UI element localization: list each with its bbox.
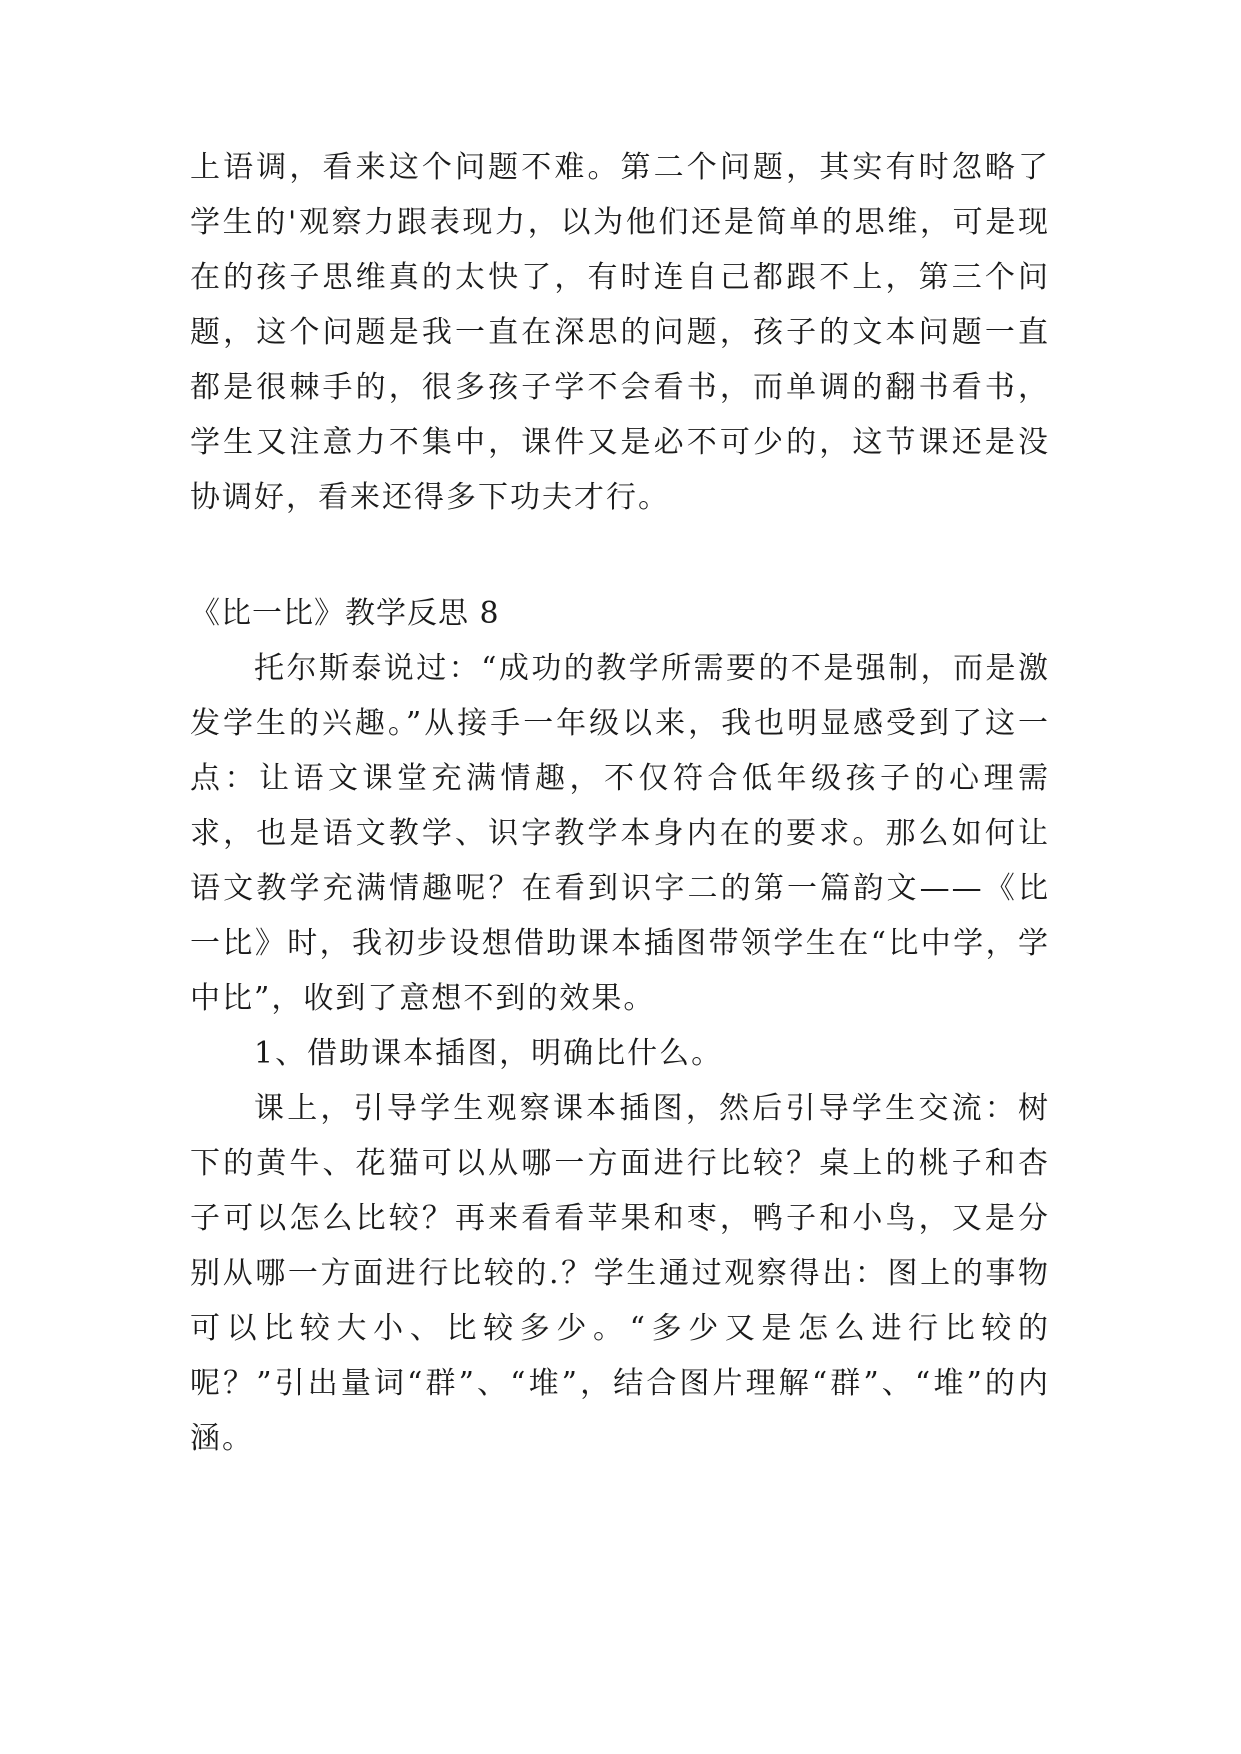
document-page [190, 140, 1050, 1466]
paragraph-point-1: 1、借助课本插图，明确比什么。 [254, 1036, 724, 1071]
section-title: 《比一比》教学反思 8 [190, 596, 500, 631]
continued-paragraph: 上语调，看来这个问题不难。第二个问题，其实有时忽略了学生的'观察力跟表现力，以为他们还是简单的思维，可是现在的孩子思维真的太快了，有时连自己都跟不上，第三个问题，这个问题是我一直在深思的问题，孩子的文本问题一直都是很棘手的，很多孩子学不会看书，而单调的翻书看书，学生又注意力不集中，课件又是必不可少的，这节课还是没协调好，看来还得多下功夫才行。 [190, 150, 1050, 515]
paragraph-classroom: 课上，引导学生观察课本插图，然后引导学生交流：树下的黄牛、花猫可以从哪一方面进行比较？桌上的桃子和杏子可以怎么比较？再来看看苹果和枣，鸭子和小鸟，又是分别从哪一方面进行比较的.？学生通过观察得出：图上的事物可以比较大小、比较多少。“多少又是怎么进行比较的呢？”引出量词“群”、“堆”，结合图片理解“群”、“堆”的内涵。 [190, 1091, 1050, 1456]
paragraph-intro: 托尔斯泰说过：“成功的教学所需要的不是强制，而是激发学生的兴趣。”从接手一年级以来，我也明显感受到了这一点：让语文课堂充满情趣，不仅符合低年级孩子的心理需求，也是语文教学、识字教学本身内在的要求。那么如何让语文教学充满情趣呢？在看到识字二的第一篇韵文——《比一比》时，我初步设想借助课本插图带领学生在“比中学，学中比”，收到了意想不到的效果。 [190, 651, 1050, 1016]
